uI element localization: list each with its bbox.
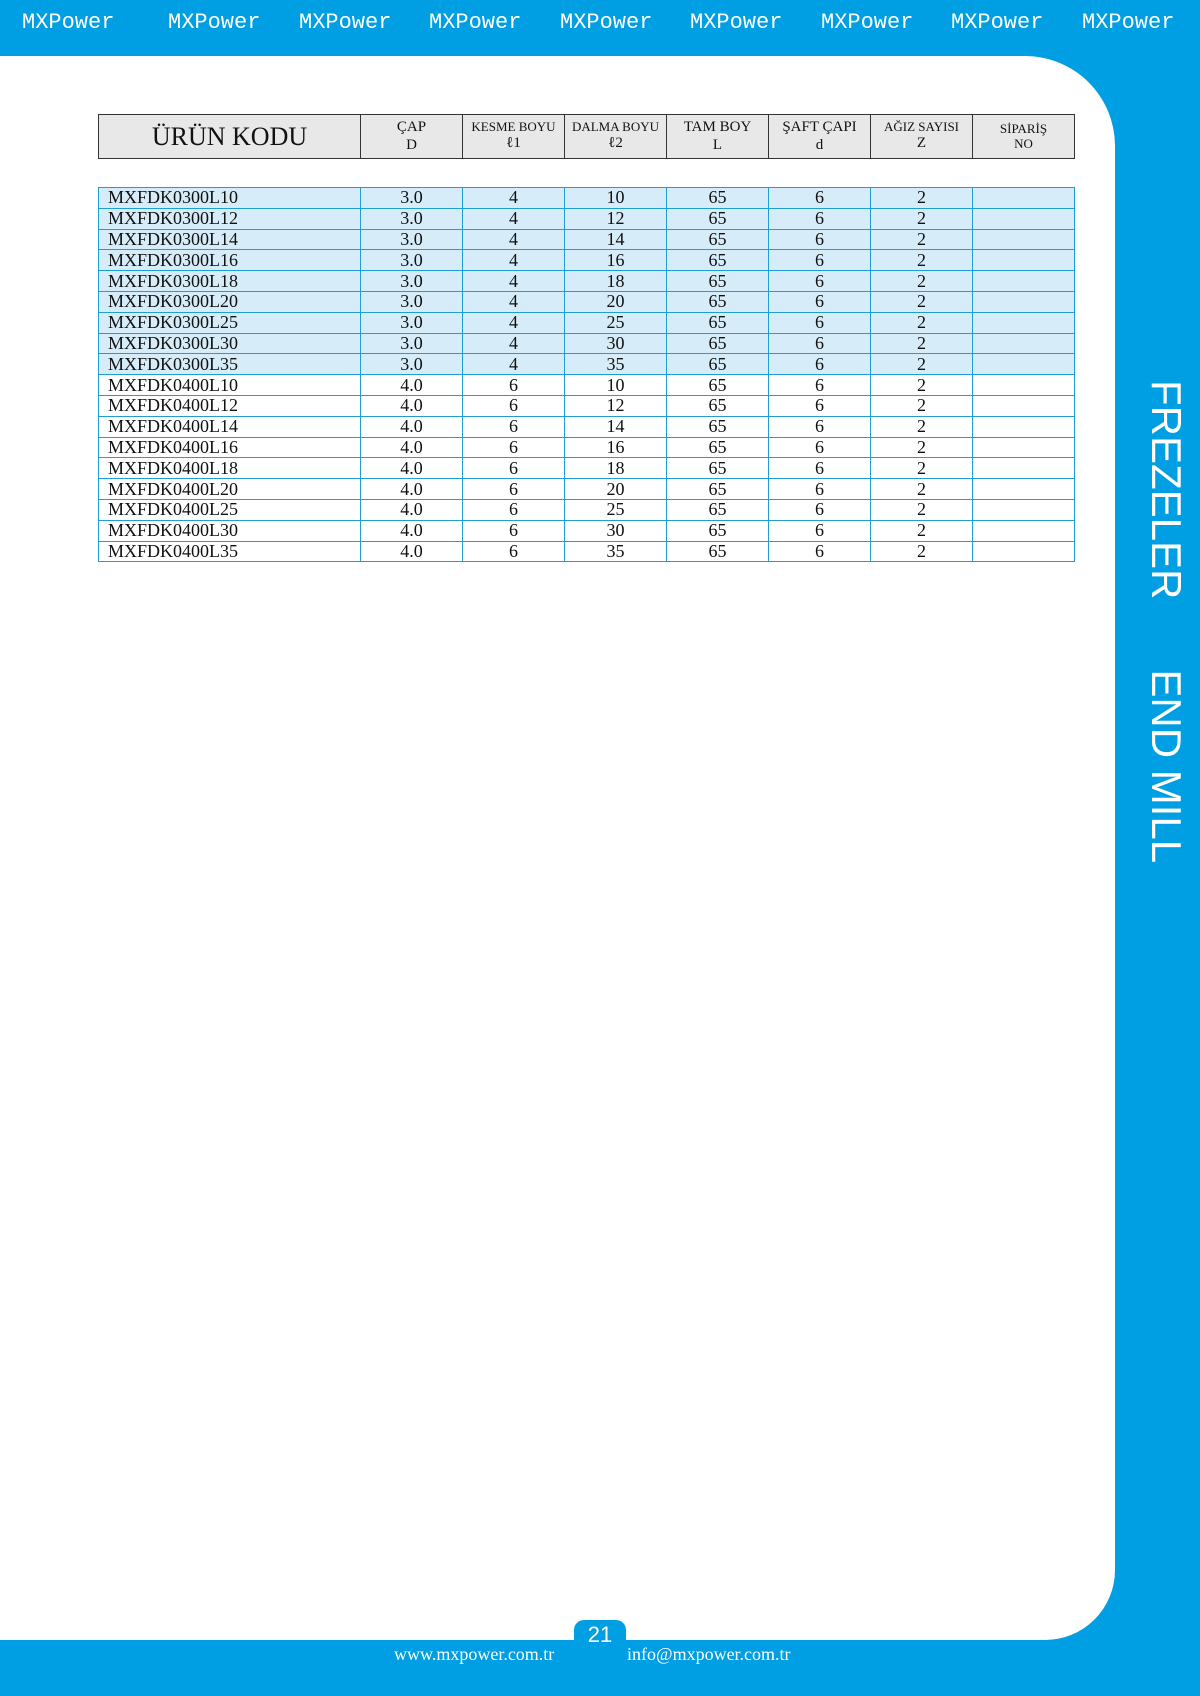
table-cell: 10 — [565, 188, 667, 209]
table-row — [99, 416, 1075, 437]
brand-text: MXPower — [1082, 10, 1175, 35]
table-cell: 16 — [565, 250, 667, 271]
table-cell — [973, 541, 1075, 562]
table-row — [99, 291, 1075, 312]
product-code-cell: MXFDK0400L14 — [99, 416, 361, 437]
side-section-title — [1142, 380, 1190, 863]
product-code-cell: MXFDK0300L20 — [99, 291, 361, 312]
table-cell: 65 — [667, 354, 769, 375]
table-header — [98, 114, 1075, 159]
table-cell: 3.0 — [361, 250, 463, 271]
header-order-no: SİPARİŞ NO — [973, 115, 1075, 159]
table-cell: 4.0 — [361, 395, 463, 416]
table-cell: 14 — [565, 229, 667, 250]
table-cell: 3.0 — [361, 208, 463, 229]
table-cell: 65 — [667, 458, 769, 479]
table-cell: 65 — [667, 375, 769, 396]
table-cell: 6 — [769, 541, 871, 562]
table-cell: 65 — [667, 395, 769, 416]
table-row — [99, 229, 1075, 250]
product-code-cell: MXFDK0400L35 — [99, 541, 361, 562]
product-code-cell: MXFDK0300L12 — [99, 208, 361, 229]
table-cell: 6 — [769, 188, 871, 209]
table-cell — [973, 520, 1075, 541]
table-cell: 6 — [769, 416, 871, 437]
table-cell: 6 — [463, 416, 565, 437]
top-brand-bar — [0, 0, 1200, 56]
table-cell: 20 — [565, 291, 667, 312]
table-cell: 35 — [565, 354, 667, 375]
table-cell: 6 — [769, 229, 871, 250]
table-cell: 6 — [769, 271, 871, 292]
table-row — [99, 458, 1075, 479]
table-cell: 2 — [871, 354, 973, 375]
table-row — [99, 354, 1075, 375]
table-cell: 6 — [769, 395, 871, 416]
table-row — [99, 375, 1075, 396]
table-cell: 6 — [463, 458, 565, 479]
header-total-length: TAM BOY L — [667, 115, 769, 159]
header-shank-diameter: ŞAFT ÇAPI d — [769, 115, 871, 159]
table-cell: 16 — [565, 437, 667, 458]
product-table — [98, 187, 1075, 562]
table-cell: 2 — [871, 188, 973, 209]
table-cell — [973, 375, 1075, 396]
table-cell: 4.0 — [361, 437, 463, 458]
table-cell: 65 — [667, 312, 769, 333]
table-cell: 6 — [463, 395, 565, 416]
brand-text: MXPower — [560, 10, 653, 35]
table-cell: 4 — [463, 354, 565, 375]
table-cell: 2 — [871, 395, 973, 416]
table-cell: 65 — [667, 416, 769, 437]
table-cell: 6 — [769, 312, 871, 333]
header-row — [99, 115, 1075, 159]
table-cell: 4 — [463, 333, 565, 354]
table-cell: 6 — [463, 520, 565, 541]
table-cell: 2 — [871, 416, 973, 437]
table-row — [99, 520, 1075, 541]
table-cell — [973, 188, 1075, 209]
table-cell — [973, 354, 1075, 375]
table-cell: 18 — [565, 271, 667, 292]
table-cell: 65 — [667, 291, 769, 312]
table-cell — [973, 479, 1075, 500]
table-cell: 30 — [565, 520, 667, 541]
table-cell: 3.0 — [361, 271, 463, 292]
table-cell: 4.0 — [361, 416, 463, 437]
table-cell: 6 — [769, 208, 871, 229]
side-title-en: END MILL — [1143, 669, 1190, 864]
table-cell: 3.0 — [361, 188, 463, 209]
table-cell: 2 — [871, 291, 973, 312]
table-cell: 65 — [667, 271, 769, 292]
footer-website[interactable]: www.mxpower.com.tr — [394, 1644, 555, 1664]
table-cell: 65 — [667, 208, 769, 229]
table-cell: 65 — [667, 437, 769, 458]
table-cell: 65 — [667, 499, 769, 520]
table-cell: 4 — [463, 188, 565, 209]
table-row — [99, 541, 1075, 562]
table-cell: 65 — [667, 188, 769, 209]
table-cell: 12 — [565, 395, 667, 416]
product-code-cell: MXFDK0400L18 — [99, 458, 361, 479]
table-cell: 4.0 — [361, 520, 463, 541]
table-cell: 4.0 — [361, 479, 463, 500]
table-cell: 2 — [871, 458, 973, 479]
table-cell: 35 — [565, 541, 667, 562]
brand-text: MXPower — [821, 10, 914, 35]
product-code-cell: MXFDK0300L30 — [99, 333, 361, 354]
header-product-code: ÜRÜN KODU — [99, 115, 361, 159]
table-cell: 6 — [769, 375, 871, 396]
brand-text: MXPower — [299, 10, 392, 35]
table-row — [99, 271, 1075, 292]
table-cell: 6 — [769, 520, 871, 541]
table-cell — [973, 229, 1075, 250]
brand-text: MXPower — [22, 10, 115, 35]
table-cell: 2 — [871, 208, 973, 229]
table-cell: 3.0 — [361, 229, 463, 250]
table-cell: 65 — [667, 229, 769, 250]
table-cell: 65 — [667, 479, 769, 500]
table-cell — [973, 250, 1075, 271]
table-cell — [973, 458, 1075, 479]
table-cell: 2 — [871, 333, 973, 354]
table-cell: 2 — [871, 541, 973, 562]
table-cell — [973, 208, 1075, 229]
brand-text: MXPower — [429, 10, 522, 35]
brand-text: MXPower — [690, 10, 783, 35]
table-cell: 6 — [463, 541, 565, 562]
table-row — [99, 188, 1075, 209]
table-cell: 18 — [565, 458, 667, 479]
footer-email[interactable]: info@mxpower.com.tr — [627, 1644, 791, 1664]
table-cell: 3.0 — [361, 291, 463, 312]
table-cell: 6 — [769, 499, 871, 520]
table-cell: 6 — [769, 250, 871, 271]
table-cell: 6 — [463, 375, 565, 396]
table-cell — [973, 333, 1075, 354]
table-cell: 2 — [871, 312, 973, 333]
table-cell: 4 — [463, 208, 565, 229]
table-cell: 3.0 — [361, 312, 463, 333]
product-code-cell: MXFDK0300L16 — [99, 250, 361, 271]
table-cell: 65 — [667, 333, 769, 354]
table-cell: 65 — [667, 541, 769, 562]
table-cell: 65 — [667, 520, 769, 541]
table-cell: 6 — [769, 479, 871, 500]
brand-text: MXPower — [168, 10, 261, 35]
product-code-cell: MXFDK0300L25 — [99, 312, 361, 333]
table-cell: 2 — [871, 437, 973, 458]
table-row — [99, 437, 1075, 458]
product-code-cell: MXFDK0300L18 — [99, 271, 361, 292]
table-cell: 25 — [565, 499, 667, 520]
table-row — [99, 479, 1075, 500]
table-cell: 4 — [463, 291, 565, 312]
table-cell: 20 — [565, 479, 667, 500]
table-row — [99, 333, 1075, 354]
table-cell: 2 — [871, 271, 973, 292]
product-code-cell: MXFDK0300L35 — [99, 354, 361, 375]
header-cut-length: KESME BOYU ℓ1 — [463, 115, 565, 159]
header-flute-count: AĞIZ SAYISI Z — [871, 115, 973, 159]
table-cell — [973, 395, 1075, 416]
table-cell: 6 — [769, 354, 871, 375]
product-code-cell: MXFDK0400L30 — [99, 520, 361, 541]
table-cell: 2 — [871, 499, 973, 520]
table-cell: 4.0 — [361, 499, 463, 520]
table-cell: 6 — [463, 479, 565, 500]
table-cell: 4 — [463, 271, 565, 292]
table-cell: 6 — [769, 437, 871, 458]
table-row — [99, 395, 1075, 416]
table-cell: 2 — [871, 229, 973, 250]
side-title-tr: FREZELER — [1143, 380, 1190, 600]
product-code-cell: MXFDK0400L16 — [99, 437, 361, 458]
table-cell: 2 — [871, 520, 973, 541]
table-cell: 12 — [565, 208, 667, 229]
table-cell: 4.0 — [361, 458, 463, 479]
product-code-cell: MXFDK0400L12 — [99, 395, 361, 416]
table-cell — [973, 312, 1075, 333]
brand-text: MXPower — [951, 10, 1044, 35]
table-cell: 2 — [871, 375, 973, 396]
table-cell: 6 — [769, 458, 871, 479]
table-cell: 6 — [769, 333, 871, 354]
table-cell: 4 — [463, 229, 565, 250]
table-row — [99, 250, 1075, 271]
table-cell: 30 — [565, 333, 667, 354]
table-cell — [973, 437, 1075, 458]
table-cell: 6 — [769, 291, 871, 312]
page-number: 21 — [574, 1620, 626, 1648]
table-row — [99, 208, 1075, 229]
header-plunge-length: DALMA BOYU ℓ2 — [565, 115, 667, 159]
table-cell: 4.0 — [361, 375, 463, 396]
table-cell: 10 — [565, 375, 667, 396]
table-cell: 4 — [463, 312, 565, 333]
table-cell: 14 — [565, 416, 667, 437]
product-code-cell: MXFDK0300L10 — [99, 188, 361, 209]
product-code-cell: MXFDK0400L20 — [99, 479, 361, 500]
table-cell: 6 — [463, 499, 565, 520]
table-cell: 3.0 — [361, 333, 463, 354]
table-cell — [973, 291, 1075, 312]
table-cell: 4.0 — [361, 541, 463, 562]
table-row — [99, 312, 1075, 333]
header-diameter: ÇAP D — [361, 115, 463, 159]
table-row — [99, 499, 1075, 520]
table-cell: 25 — [565, 312, 667, 333]
table-cell: 2 — [871, 479, 973, 500]
table-cell: 6 — [463, 437, 565, 458]
table-cell — [973, 271, 1075, 292]
table-cell — [973, 499, 1075, 520]
table-cell: 65 — [667, 250, 769, 271]
product-code-cell: MXFDK0400L10 — [99, 375, 361, 396]
table-cell — [973, 416, 1075, 437]
table-cell: 3.0 — [361, 354, 463, 375]
product-code-cell: MXFDK0400L25 — [99, 499, 361, 520]
product-code-cell: MXFDK0300L14 — [99, 229, 361, 250]
table-cell: 2 — [871, 250, 973, 271]
table-cell: 4 — [463, 250, 565, 271]
